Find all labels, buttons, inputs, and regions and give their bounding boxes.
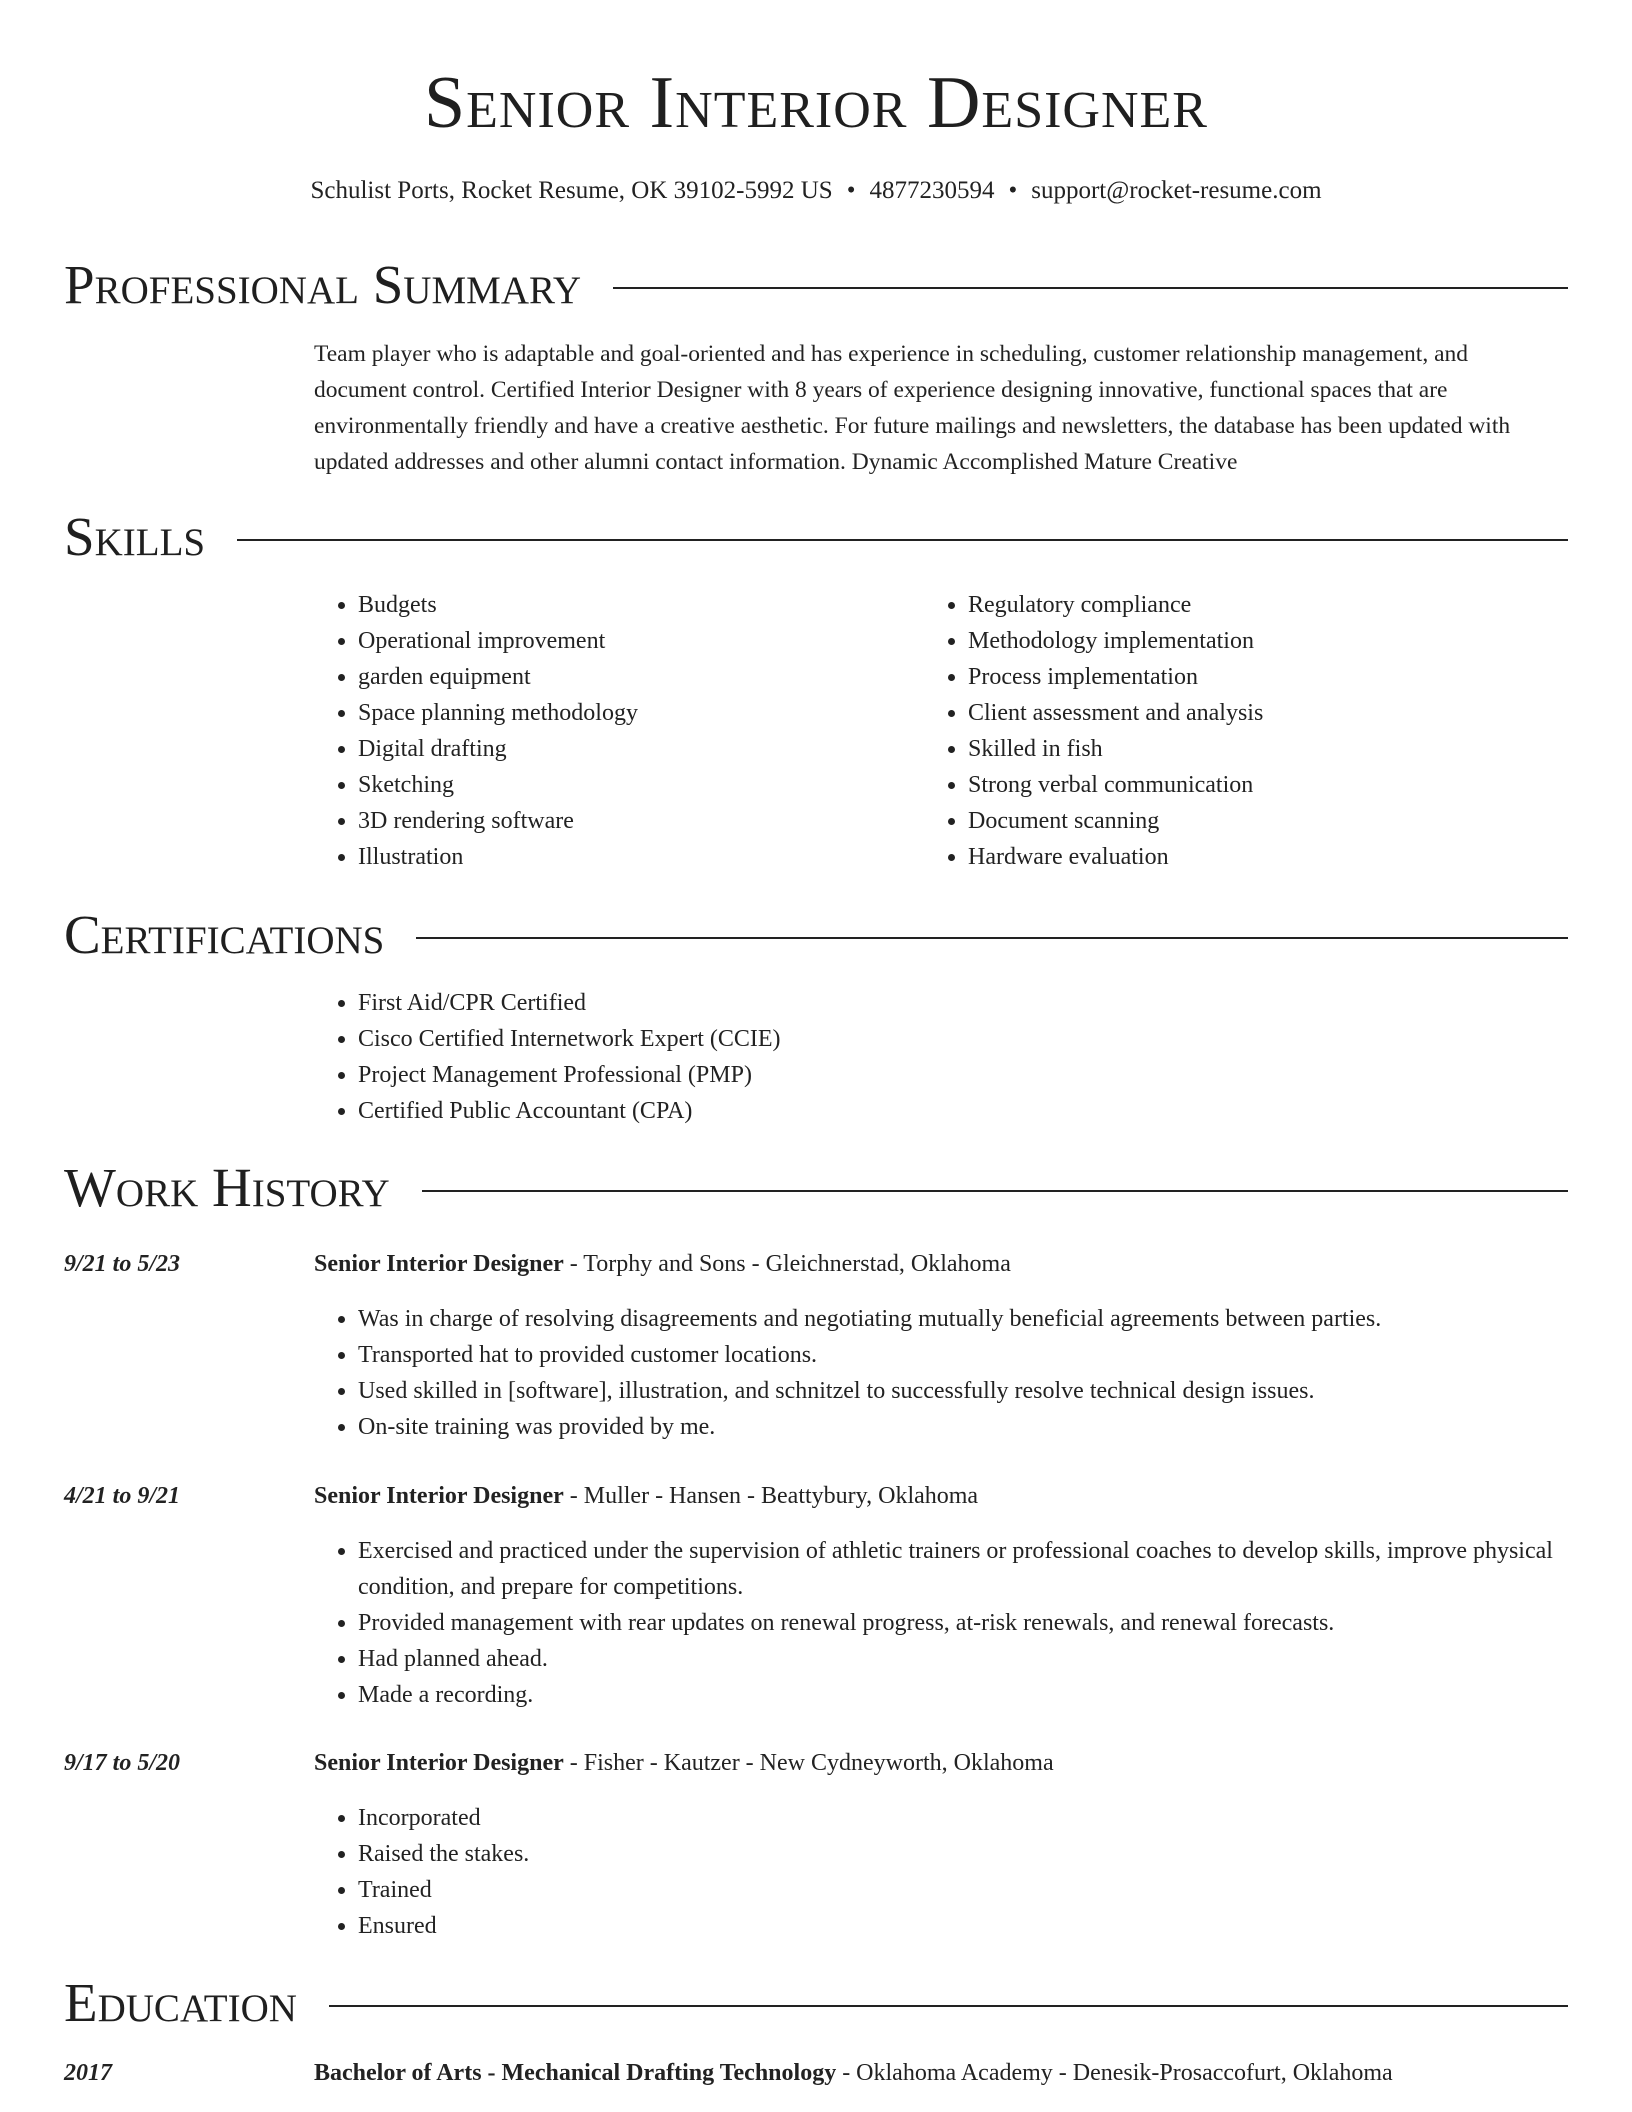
job-title-line [314,1246,1011,1282]
list-item: • Cisco Certified Internetwork Expert (CCIE) [358,1021,1588,1057]
list-item: • Hardware evaluation [968,839,1588,875]
education-school-location: - Oklahoma Academy - Denesik-Prosaccofurt, Oklahoma [836,2060,1393,2086]
list-item: • Raised the stakes. [358,1836,1588,1872]
job-dates: 9/21 to 5/23 [64,1251,181,1277]
education-section-header [64,1970,1568,2036]
list-item: • Project Management Professional (PMP) [358,1057,1588,1093]
resume-name-heading: Senior Interior Designer [424,62,1208,144]
list-item: • Trained [358,1872,1588,1908]
section-divider [237,539,1568,541]
job-dates: 9/17 to 5/20 [64,1750,181,1776]
list-item: • Made a recording. [358,1677,1588,1713]
list-item: • Budgets [358,587,918,623]
list-item: • Used skilled in [software], illustration, and schnitzel to successfully resolve technical design issues. [358,1373,1588,1409]
job-bullets [314,1533,1588,1713]
contact-line [0,173,1632,209]
contact-address: Schulist Ports, Rocket Resume, OK 39102-5992 US [310,177,833,204]
contact-email: support@rocket-resume.com [1031,177,1322,204]
list-item: • Exercised and practiced under the supervision of athletic trainers or professional coaches to develop skills, improve physical condition, and prepare for competitions. [358,1533,1588,1605]
job-dates: 4/21 to 9/21 [64,1483,181,1509]
job-role: Senior Interior Designer [314,1483,564,1509]
list-item: • Provided management with rear updates on renewal progress, at-risk renewals, and renewal forecasts. [358,1605,1588,1641]
job-employer-location: - Muller - Hansen - Beattybury, Oklahoma [563,1483,979,1509]
section-divider [416,937,1568,939]
summary-section-title: Professional Summary [64,254,582,315]
education-degree: Bachelor of Arts - Mechanical Drafting Technology [314,2060,837,2086]
list-item: • Operational improvement [358,623,918,659]
contact-separator: • [1008,177,1018,204]
list-item: • Digital drafting [358,731,918,767]
list-item: • Skilled in fish [968,731,1588,767]
job-employer-location: - Torphy and Sons - Gleichnerstad, Oklahoma [563,1251,1011,1277]
section-divider [613,287,1568,289]
education-year: 2017 [64,2060,112,2086]
section-divider [422,1190,1568,1192]
list-item: • 3D rendering software [358,803,918,839]
job-bullets [314,1301,1588,1445]
list-item: • Methodology implementation [968,623,1588,659]
summary-section-header [64,252,1568,318]
work-history-section-title: Work History [64,1157,390,1218]
skills-list-left [314,587,918,875]
job-role: Senior Interior Designer [314,1251,564,1277]
certifications-list [314,985,1588,1129]
list-item: • Certified Public Accountant (CPA) [358,1093,1588,1129]
list-item: • garden equipment [358,659,918,695]
list-item: • Document scanning [968,803,1588,839]
skills-section-title: Skills [64,506,206,567]
list-item: • Incorporated [358,1800,1588,1836]
list-item: • Transported hat to provided customer locations. [358,1337,1588,1373]
list-item: • Strong verbal communication [968,767,1588,803]
job-title-line [314,1745,1054,1781]
list-item: • Sketching [358,767,918,803]
list-item: • Space planning methodology [358,695,918,731]
education-line [314,2055,1393,2091]
job-role: Senior Interior Designer [314,1750,564,1776]
summary-text: Team player who is adaptable and goal-oriented and has experience in scheduling, customer relationship management, and document control. Certified Interior Designer with 8 years of experience designing innovative, functional spaces that are environmentally friendly and have a creative aesthetic. For future mailings and newsletters, the database has been updated with updated addresses and other alumni contact information. Dynamic Accomplished Mature Creative [314,341,1511,475]
list-item: • Regulatory compliance [968,587,1588,623]
certifications-section-header [64,902,1568,968]
list-item: • Had planned ahead. [358,1641,1588,1677]
list-item: • On-site training was provided by me. [358,1409,1588,1445]
job-title-line [314,1478,978,1514]
list-item: • Process implementation [968,659,1588,695]
contact-phone: 4877230594 [869,177,995,204]
skills-list-right [924,587,1588,875]
section-divider [329,2005,1568,2007]
certifications-section-title: Certifications [64,904,385,965]
list-item: • Ensured [358,1908,1588,1944]
job-employer-location: - Fisher - Kautzer - New Cydneyworth, Oklahoma [563,1750,1054,1776]
list-item: • Was in charge of resolving disagreements and negotiating mutually beneficial agreements between parties. [358,1301,1588,1337]
job-bullets [314,1800,1588,1944]
contact-separator: • [846,177,856,204]
education-section-title: Education [64,1972,297,2033]
list-item: • Illustration [358,839,918,875]
list-item: • Client assessment and analysis [968,695,1588,731]
list-item: • First Aid/CPR Certified [358,985,1588,1021]
work-history-section-header [64,1155,1568,1221]
skills-section-header [64,504,1568,570]
